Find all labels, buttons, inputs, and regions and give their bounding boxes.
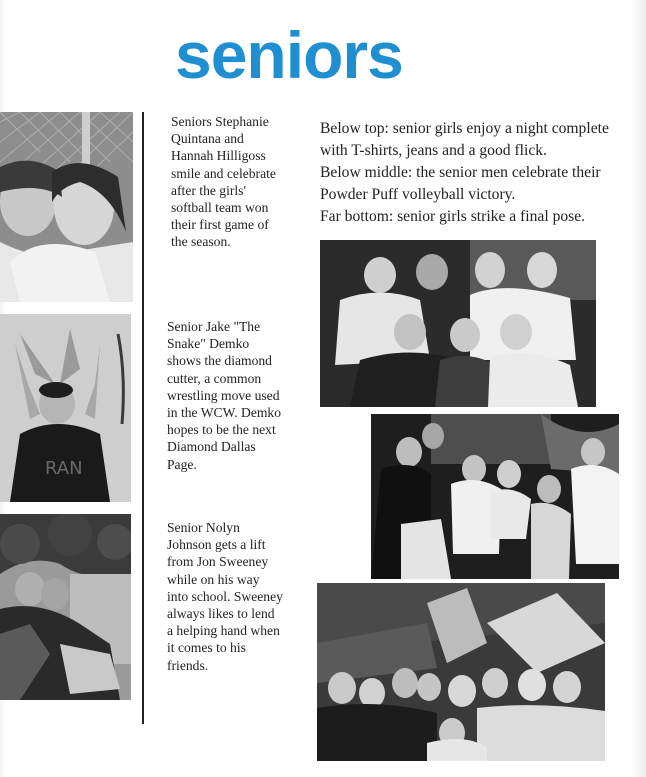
photo-diamond-cutter	[0, 314, 131, 502]
main-caption-top: Below top: senior girls enjoy a night complete with T-shirts, jeans and a good flick.	[320, 120, 609, 159]
photo-senior-girls-night	[320, 240, 596, 407]
column-divider	[142, 112, 144, 724]
photo-senior-men-celebrate	[371, 414, 619, 579]
caption-softball: Seniors Stephanie Quintana and Hannah Hilligoss smile and celebrate after the girls' softball team won their first game of the season.	[171, 114, 276, 250]
main-caption-bottom: Far bottom: senior girls strike a final pose.	[320, 208, 586, 225]
photo-softball-girls	[0, 112, 133, 302]
main-caption	[320, 118, 640, 228]
svg-text:RAN: RAN	[45, 458, 83, 479]
caption-lift: Senior Nolyn Johnson gets a lift from Jon Sweeney while on his way into school. Sweeney always likes to lend a helping hand when it comes to his friends.	[167, 520, 283, 673]
main-caption-middle: Below middle: the senior men celebrate their Powder Puff volleyball victory.	[320, 164, 601, 203]
caption-wrestling: Senior Jake "The Snake" Demko shows the diamond cutter, a common wrestling move used in the WCW. Demko hopes to be the next Diamond Dallas Page.	[167, 319, 282, 472]
page-title: seniors	[175, 18, 403, 92]
photo-senior-girls-pose	[317, 583, 605, 761]
photo-piggyback-lift	[0, 514, 131, 700]
